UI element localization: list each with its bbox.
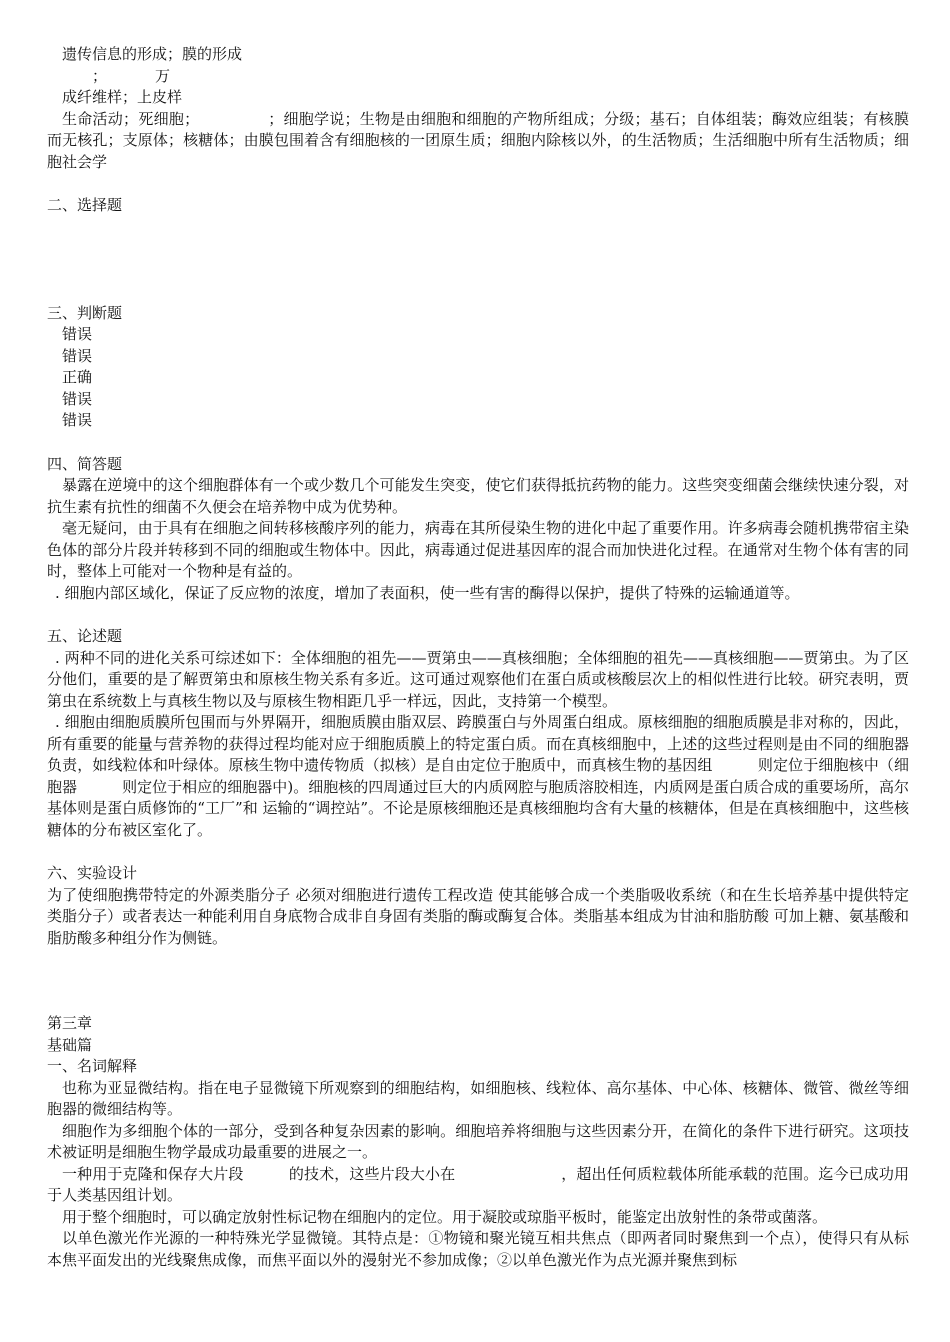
term-definition-3: 一种用于克隆和保存大片段 的技术，这些片段大小在 ，超出任何质粒载体所能承载的范围。迄今已成功用于人类基因组计划。 [47, 1164, 909, 1204]
answer-line-2-b: 万 [155, 66, 171, 85]
term-definition-4: 用于整个细胞时，可以确定放射性标记物在细胞内的定位。用于凝胶或琼脂平板时，能鉴定出放射性的条带或菌落。 [62, 1207, 828, 1226]
chapter-title: 第三章 [47, 1014, 93, 1032]
essay-paragraph-2: . 细胞由细胞质膜所包围而与外界隔开，细胞质膜由脂双层、跨膜蛋白与外周蛋白组成。原核细胞的细胞质膜是非对称的，因此，所有重要的能量与营养物的获得过程均能对应于细胞质膜上的特定蛋白质。而在真核细胞中，上述的这些过程则是由不同的细胞器负责，如线粒体和叶绿体。原核生物中遗传物质（拟核）是自由定位于胞质中，而真核生物的基因组 则定位于细胞核中（细胞器 则定位于相应的细胞器中)。细胞核的四周通过巨大的内质网腔与胞质溶胶相连，内质网是蛋白质合成的重要场所，高尔基体则是蛋白质修饰的“工厂”和 运输的“调控站”。不论是原核细胞还是真核细胞均含有大量的核糖体，但是在真核细胞中，这些核糖体的分布被区室化了。 [47, 713, 909, 839]
answer-line-1: 遗传信息的形成；膜的形成 [62, 45, 243, 63]
judgement-answer-5: 错误 [62, 411, 93, 429]
short-answer-paragraph-3: . 细胞内部区域化，保证了反应物的浓度，增加了表面积，使一些有害的酶得以保护，提供了特殊的运输通道等。 [55, 583, 800, 602]
section-title-experiment: 六、实验设计 [47, 864, 138, 882]
judgement-answer-3: 正确 [62, 368, 93, 386]
section-title-judgement: 三、判断题 [47, 303, 123, 322]
answer-line-2 [47, 66, 909, 88]
section-title-choice: 二、选择题 [47, 196, 123, 214]
term-definition-2: 细胞作为多细胞个体的一部分，受到各种复杂因素的影响。细胞培养将细胞与这些因素分开，在简化的条件下进行研究。这项技术被证明是细胞生物学最成功最重要的进展之一。 [47, 1121, 909, 1161]
judgement-answer-2: 错误 [62, 346, 93, 365]
part-title: 基础篇 [47, 1035, 93, 1054]
section-title-short-answer: 四、简答题 [47, 454, 123, 473]
document-page [47, 44, 909, 1271]
section-title-terms: 一、名词解释 [47, 1057, 138, 1075]
short-answer-paragraph-1: 暴露在逆境中的这个细胞群体有一个或少数几个可能发生突变，使它们获得抵抗药物的能力。这些突变细菌会继续快速分裂，对抗生素有抗性的细菌不久便会在培养物中成为优势种。 [47, 476, 909, 516]
judgement-answer-4: 错误 [62, 389, 93, 408]
essay-paragraph-1: . 两种不同的进化关系可综述如下：全体细胞的祖先——贾第虫——真核细胞；全体细胞的祖先——真核细胞——贾第虫。为了区分他们，重要的是了解贾第虫和原核生物关系有多近。这可通过观察他们在蛋白质或核酸层次上的相似性进行比较。研究表明，贾第虫在系统数上与真核生物以及与原核生物相距几乎一样远，因此，支持第一个模型。 [47, 648, 909, 710]
answer-line-2-a: ； [92, 66, 108, 85]
term-definition-1: 也称为亚显微结构。指在电子显微镜下所观察到的细胞结构，如细胞核、线粒体、高尔基体、中心体、核糖体、微管、微丝等细胞器的微细结构等。 [47, 1078, 909, 1118]
term-definition-5: 以单色激光作光源的一种特殊光学显微镜。其特点是：①物镜和聚光镜互相共焦点（即两者同时聚焦到一个点），使得只有从标本焦平面发出的光线聚焦成像，而焦平面以外的漫射光不参加成像；②以单色激光作为点光源并聚焦到标 [47, 1229, 909, 1269]
experiment-paragraph: 为了使细胞携带特定的外源类脂分子 必须对细胞进行遗传工程改造 使其能够合成一个类脂吸收系统（和在生长培养基中提供特定类脂分子）或者表达一种能利用自身底物合成非自身固有类脂的酶或酶复合体。类脂基本组成为甘油和脂肪酸 可加上糖、氨基酸和脂肪酸多种组分作为侧链。 [47, 885, 909, 947]
answer-line-3: 成纤维样；上皮样 [62, 88, 183, 106]
judgement-answer-1: 错误 [62, 325, 93, 343]
section-title-essay: 五、论述题 [47, 627, 123, 645]
short-answer-paragraph-2: 毫无疑问，由于具有在细胞之间转移核酸序列的能力，病毒在其所侵染生物的进化中起了重要作用。许多病毒会随机携带宿主染色体的部分片段并转移到不同的细胞或生物体中。因此，病毒通过促进基因库的混合而加快进化过程。在通常对生物个体有害的同时，整体上可能对一个物种是有益的。 [47, 519, 909, 580]
answer-line-4: 生命活动；死细胞； ；细胞学说；生物是由细胞和细胞的产物所组成；分级；基石；自体组装；酶效应组装；有核膜而无核孔；支原体；核糖体；由膜包围着含有细胞核的一团原生质；细胞内除核以外，的生活物质；生活细胞中所有生活物质；细胞社会学 [47, 109, 909, 171]
